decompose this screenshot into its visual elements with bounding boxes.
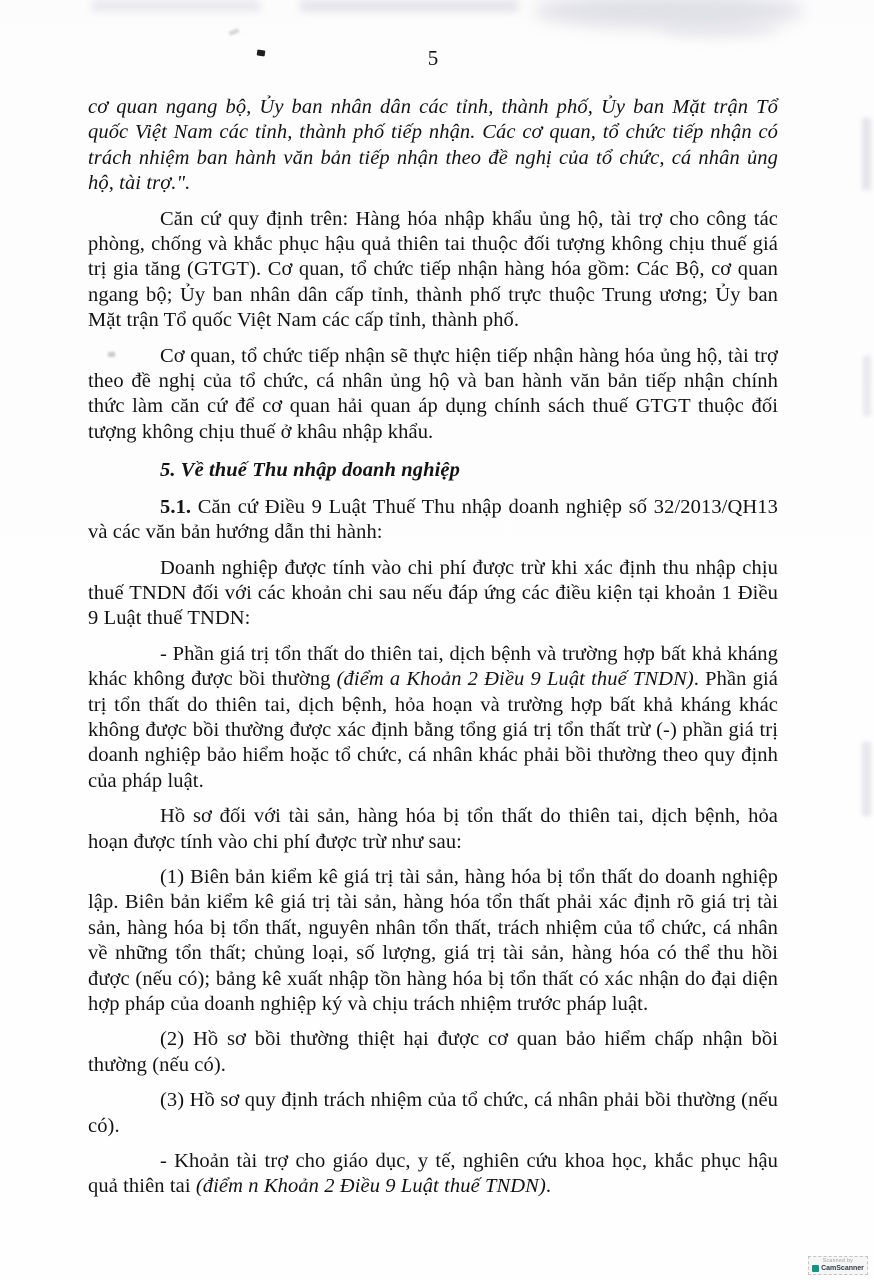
scan-edge-smudge	[863, 356, 871, 416]
scan-edge-smudge	[862, 742, 871, 816]
paragraph-gtgt-reception	[88, 344, 778, 446]
section-heading-tndn	[88, 458, 778, 483]
paragraph-loss-value	[88, 642, 778, 794]
paragraph-sponsorship	[88, 1149, 778, 1200]
text-segment: . Phần giá trị tổn thất do thiên tai, dịch bệnh, hỏa hoạn và trường hợp bất khả kháng khác không được bồi thường được xác định bằng tổng giá trị tổn thất trừ (-) phần giá trị doanh nghiệp bảo hiểm hoặc tổ chức, cá nhân khác phải bồi thường theo quy định của pháp luật.	[88, 668, 778, 792]
legal-citation: (điểm n Khoản 2 Điều 9 Luật thuế TNDN)	[195, 1175, 546, 1198]
text-segment: Doanh nghiệp được tính vào chi phí được trừ khi xác định thu nhập chịu thuế TNDN đối với các khoản chi sau nếu đáp ứng các điều kiện tại khoản 1 Điều 9 Luật thuế TNDN:	[88, 556, 778, 630]
text-segment: 5. Về thuế Thu nhập doanh nghiệp	[160, 459, 460, 482]
paragraph-gtgt-basis	[88, 207, 778, 334]
camscanner-watermark-text: CamScanner	[821, 1265, 864, 1272]
camscanner-watermark-line1: Scanned by	[822, 1258, 854, 1264]
text-segment: - Khoản tài trợ cho giáo dục, y tế, nghiên cứu khoa học, khắc phục hậu quả thiên tai	[88, 1150, 778, 1198]
text-segment: Căn cứ quy định trên: Hàng hóa nhập khẩu ủng hộ, tài trợ cho công tác phòng, chống và khắc phục hậu quả thiên tai thuộc đối tượng không chịu thuế giá trị gia tăng (GTGT). Cơ quan, tổ chức tiếp nhận hàng hóa gồm: Các Bộ, cơ quan ngang bộ; Ủy ban nhân dân cấp tỉnh, thành phố trực thuộc Trung ương; Ủy ban Mặt trận Tổ quốc Việt Nam các cấp tỉnh, thành phố.	[88, 207, 778, 332]
page-number: 5	[427, 46, 439, 70]
camscanner-watermark-line2	[811, 1264, 865, 1273]
text-segment: - Phần giá trị tổn thất do thiên tai, dịch bệnh và trường hợp bất khả kháng khác không được bồi thường	[88, 642, 778, 691]
scan-smudge	[534, 0, 804, 28]
text-segment: (2) Hồ sơ bồi thường thiệt hại được cơ quan bảo hiểm chấp nhận bồi thường (nếu có).	[88, 1028, 778, 1076]
scan-edge-smudge	[862, 118, 871, 190]
paragraph-item-3-liability	[88, 1088, 778, 1139]
document-body	[88, 46, 778, 1210]
text-segment: .	[545, 1175, 552, 1198]
text-segment: Cơ quan, tổ chức tiếp nhận sẽ thực hiện tiếp nhận hàng hóa ủng hộ, tài trợ theo đề nghị của tổ chức, cá nhân ủng hộ và ban hành văn bản tiếp nhận chính thức làm căn cứ để cơ quan hải quan áp dụng chính sách thuế GTGT thuộc đối tượng không chịu thuế ở khâu nhập khẩu.	[88, 344, 778, 443]
clause-number: 5.1.	[160, 495, 192, 518]
scan-smudge	[300, 0, 518, 12]
scan-smudge	[660, 22, 780, 38]
text-segment: Căn cứ Điều 9 Luật Thuế Thu nhập doanh nghiệp số 32/2013/QH13 và các văn bản hướng dẫn thi hành:	[88, 495, 778, 544]
text-segment: cơ quan ngang bộ, Ủy ban nhân dân các tỉnh, thành phố, Ủy ban Mặt trận Tổ quốc Việt Nam các tỉnh, thành phố tiếp nhận. Các cơ quan, tổ chức tiếp nhận có trách nhiệm ban hành văn bản tiếp nhận theo đề nghị của tổ chức, cá nhân ủng hộ, tài trợ.".	[88, 96, 778, 195]
legal-citation: (điểm a Khoản 2 Điều 9 Luật thuế TNDN)	[336, 668, 694, 691]
paragraph-quote-continuation	[88, 95, 778, 197]
paragraph-item-2-insurance	[88, 1027, 778, 1078]
paragraph-5-1-basis	[88, 495, 778, 546]
scan-smudge	[92, 0, 260, 12]
text-segment: (3) Hồ sơ quy định trách nhiệm của tổ chức, cá nhân phải bồi thường (nếu có).	[88, 1089, 778, 1137]
paragraph-dossier-intro	[88, 804, 778, 855]
camscanner-watermark	[808, 1256, 868, 1275]
scan-speck	[229, 28, 240, 35]
camscanner-logo-icon	[812, 1265, 819, 1272]
text-segment: (1) Biên bản kiểm kê giá trị tài sản, hàng hóa bị tổn thất do doanh nghiệp lập. Biên bản kiểm kê giá trị tài sản, hàng hóa tổn thất phải xác định rõ giá trị tài sản, hàng hóa bị tổn thất, nguyên nhân tổn thất, trách nhiệm của tổ chức, cá nhân về những tổn thất; chủng loại, số lượng, giá trị tài sản, hàng hóa có thể thu hồi được (nếu có); bảng kê xuất nhập tồn hàng hóa bị tổn thất có xác nhận do đại diện hợp pháp của doanh nghiệp ký và chịu trách nhiệm trước pháp luật.	[88, 865, 778, 1015]
paragraph-item-1-inventory-record	[88, 865, 778, 1017]
text-segment: Hồ sơ đối với tài sản, hàng hóa bị tổn thất do thiên tai, dịch bệnh, hỏa hoạn được tính vào chi phí được trừ như sau:	[88, 805, 778, 853]
paragraph-deductible-intro	[88, 556, 778, 632]
